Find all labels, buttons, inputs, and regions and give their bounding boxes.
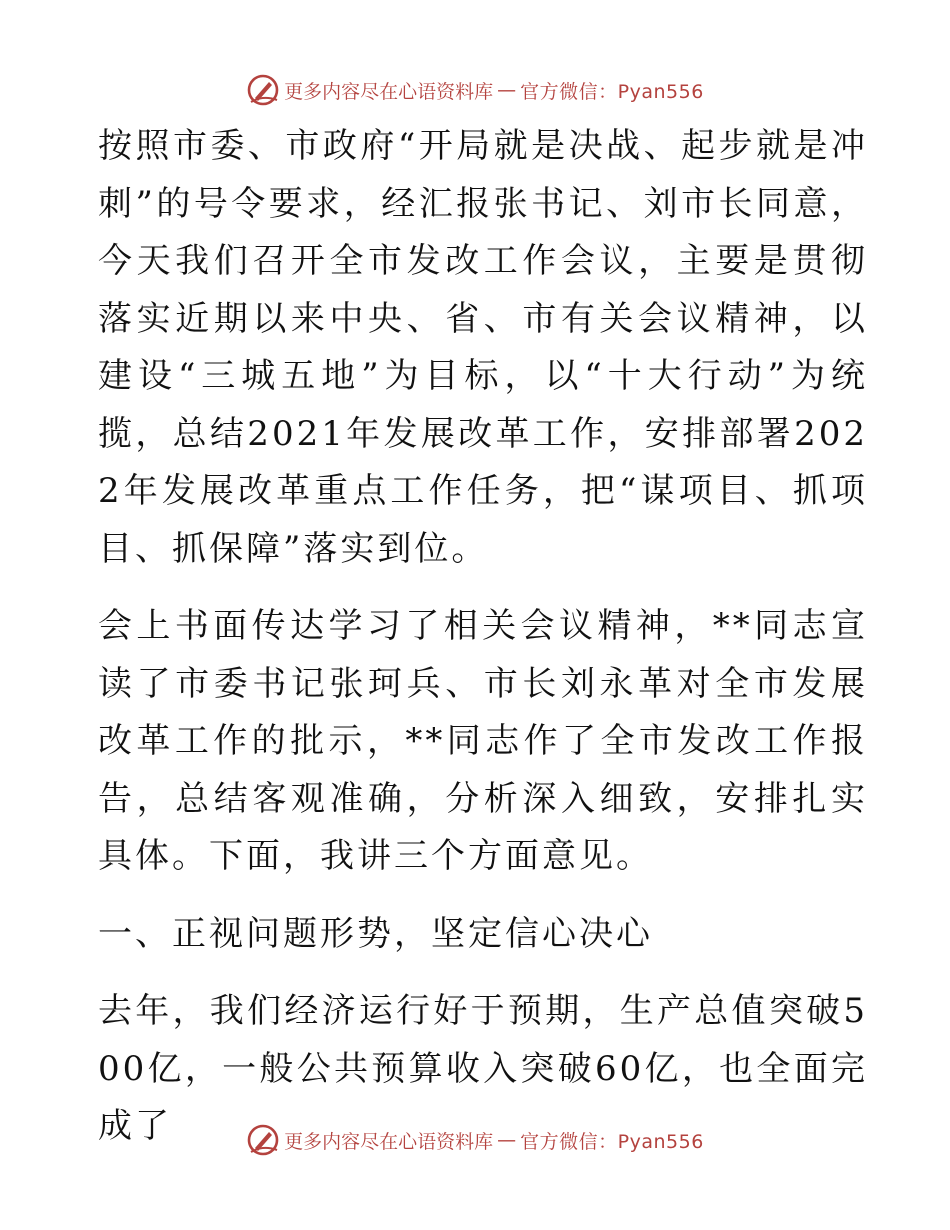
pen-seal-logo-icon [246, 1123, 280, 1157]
watermark-footer [0, 1120, 950, 1160]
watermark-separator: — [497, 1129, 517, 1151]
watermark-text: 更多内容尽在心语资料库 [284, 1130, 494, 1153]
watermark-suffix: 官方微信：Pyan556 [520, 80, 704, 103]
paragraph-meeting-summary: 会上书面传达学习了相关会议精神，**同志宣读了市委书记张珂兵、市长刘永革对全市发展改革工作的批示，**同志作了全市发改工作报告，总结客观准确，分析深入细致，安排扎实具体。下面，我讲三个方面意见。 [98, 606, 868, 876]
watermark-header [0, 70, 950, 110]
paragraph-intro: 按照市委、市政府“开局就是决战、起步就是冲刺”的号令要求，经汇报张书记、刘市长同意，今天我们召开全市发改工作会议，主要是贯彻落实近期以来中央、省、市有关会议精神，以建设“三城五地”为目标，以“十大行动”为统揽，总结2021年发展改革工作，安排部署2022年发展改革重点工作任务，把“谋项目、抓项目、抓保障”落实到位。 [98, 126, 868, 569]
paragraph-economy: 去年，我们经济运行好于预期，生产总值突破500亿，一般公共预算收入突破60亿，也全面完成了 [98, 991, 868, 1146]
watermark-suffix: 官方微信：Pyan556 [520, 1130, 704, 1153]
document-body [98, 118, 868, 1156]
section-heading: 一、正视问题形势，坚定信心决心 [98, 913, 653, 954]
pen-seal-logo-icon [246, 73, 280, 107]
watermark-text: 更多内容尽在心语资料库 [284, 80, 494, 103]
watermark-separator: — [497, 79, 517, 101]
